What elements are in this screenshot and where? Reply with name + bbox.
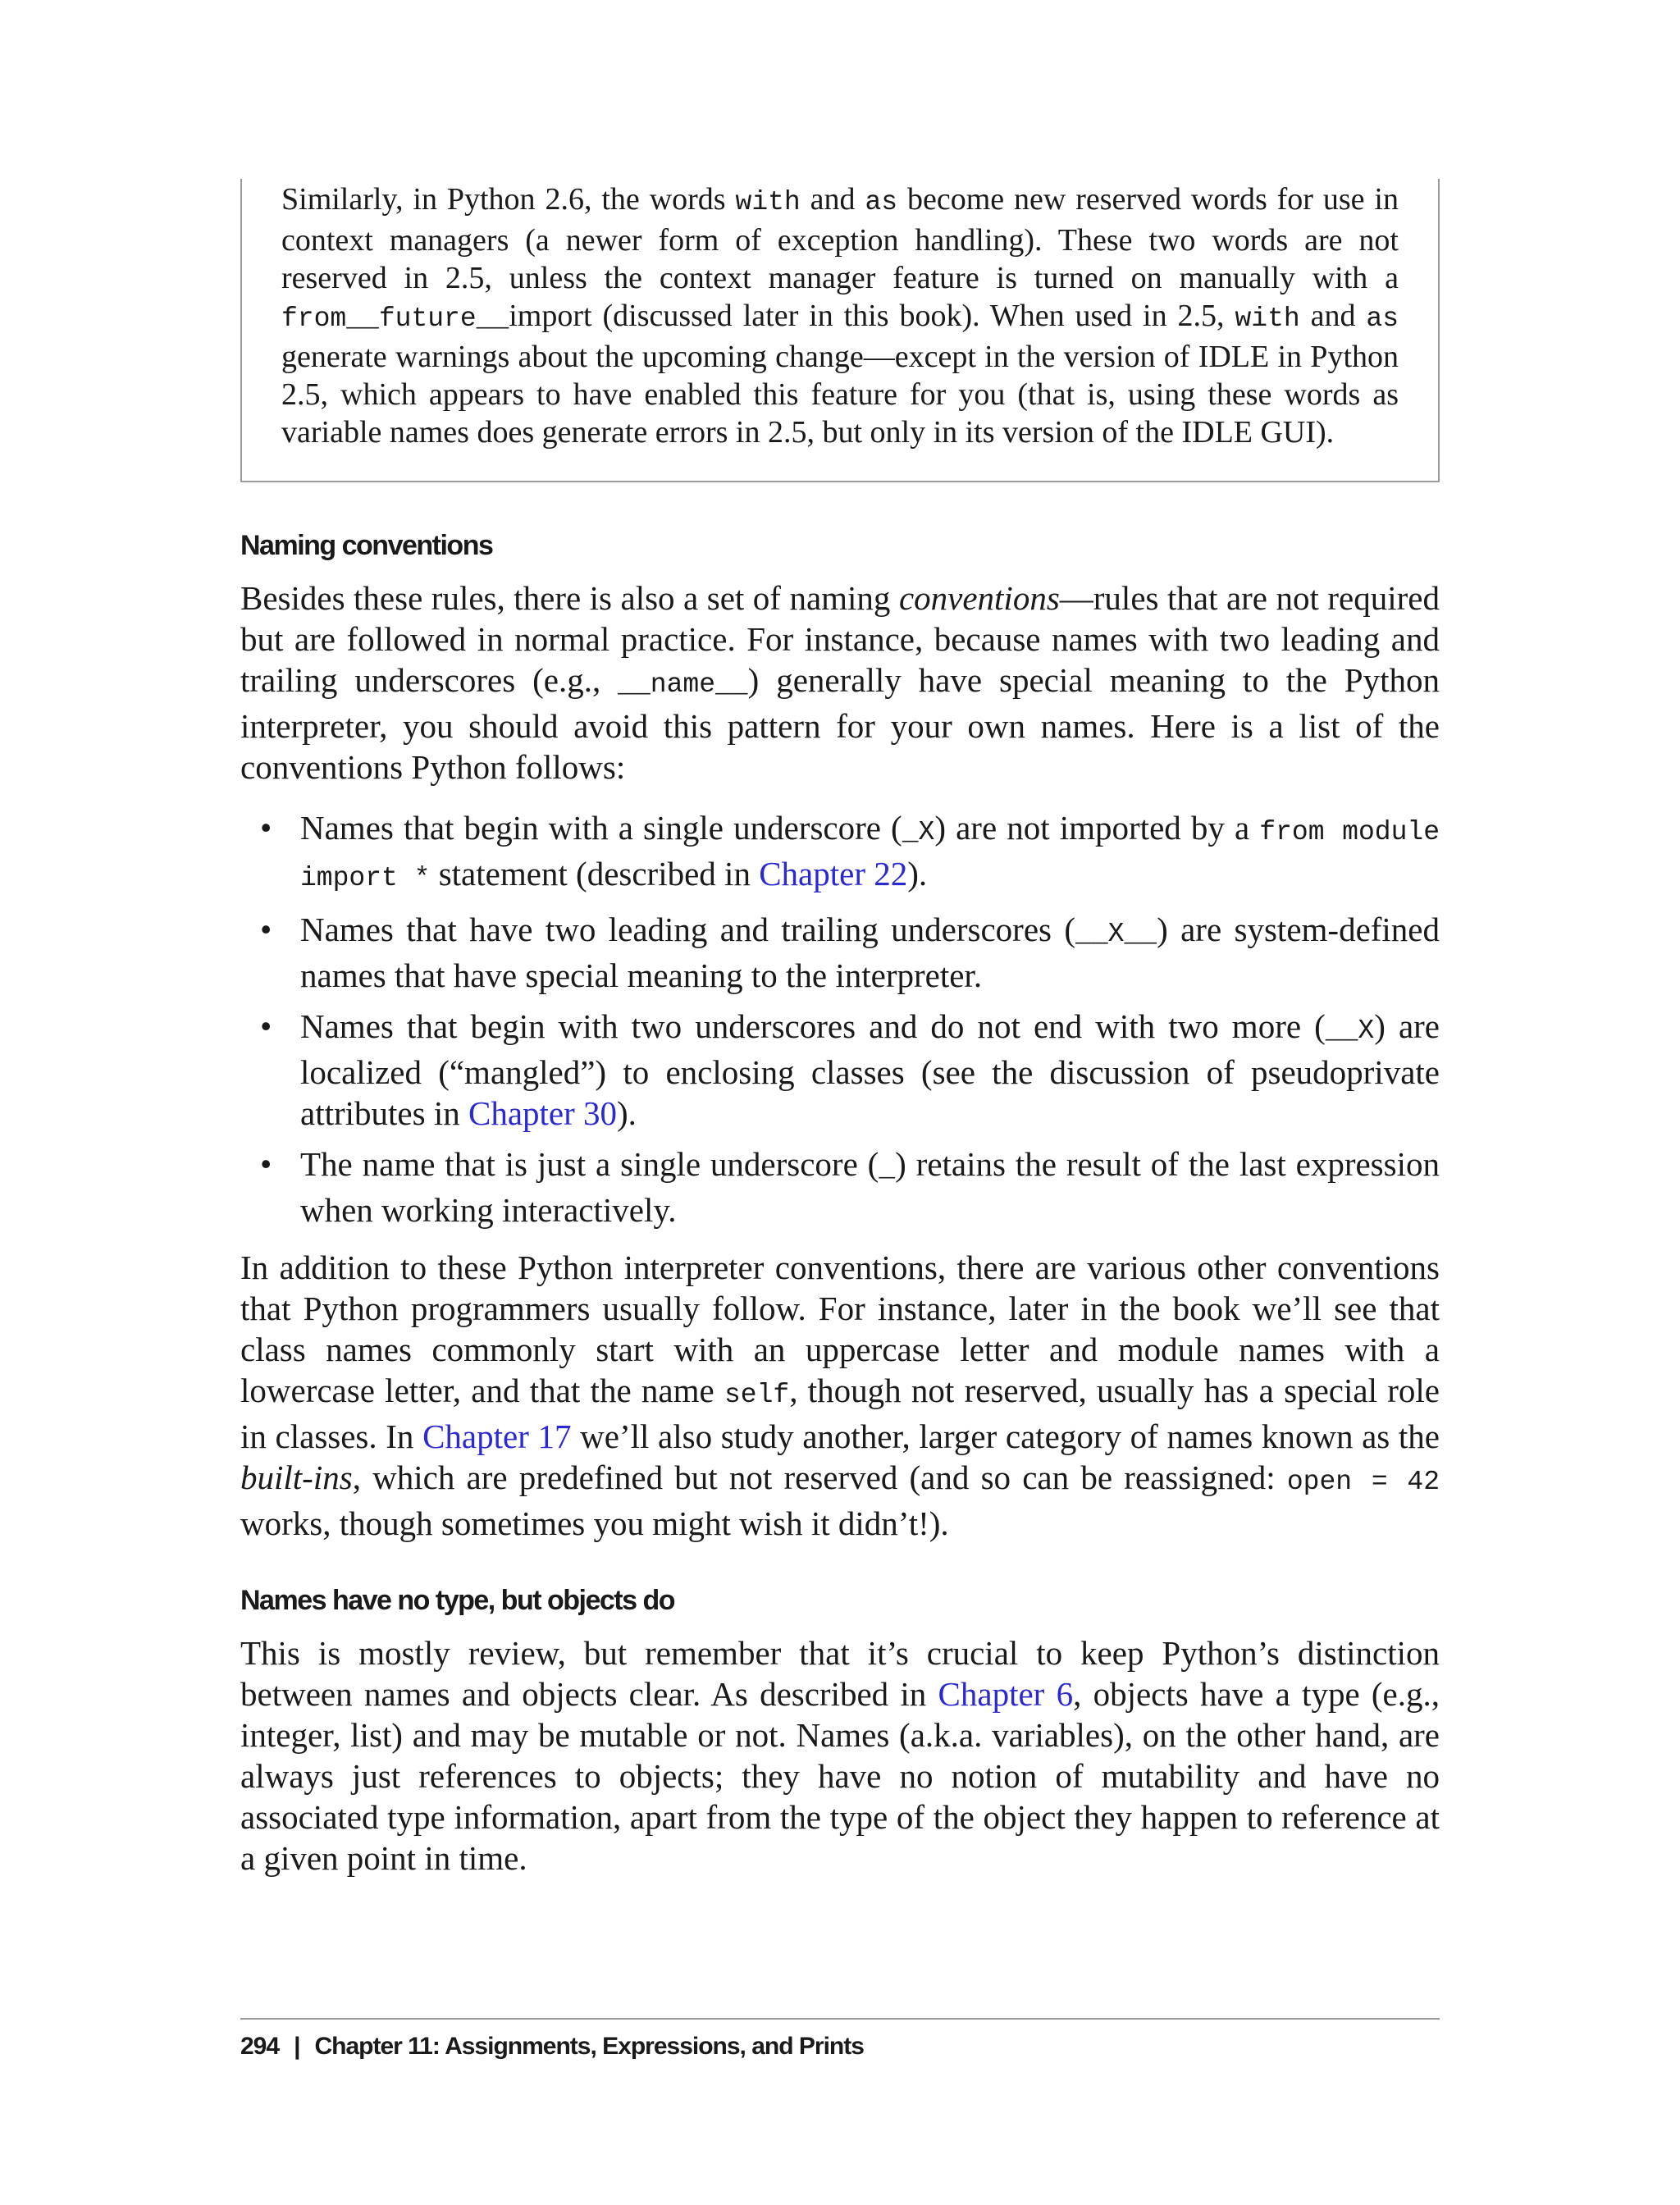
sidebar-paragraph: Similarly, in Python 2.6, the words with and as become new reserved words for use in context managers (a newer form of exception handling). These two words are not reserved in 2.5, unless the context manager feature is turned on manually with a from__future__import (discussed later in this book). When used in 2.5, with and as generate warnings about the upcoming change—except in the version of IDLE in Python 2.5, which appears to have enabled this feature for you (that is, using these words as variable names does generate errors in 2.5, but only in its version of the IDLE GUI).	[281, 182, 1399, 450]
conventions-list	[240, 807, 1440, 1230]
chapter-22-link[interactable]: Chapter 22	[759, 855, 908, 892]
chapter-6-link[interactable]: Chapter 6	[938, 1675, 1074, 1713]
inline-code: self	[724, 1380, 790, 1410]
bullet-icon: •	[260, 911, 272, 948]
emphasis: built-ins	[240, 1459, 353, 1496]
bullet-icon: •	[260, 1007, 272, 1045]
inline-code: with	[1235, 304, 1300, 334]
paragraph-naming-intro: Besides these rules, there is also a set of naming conventions—rules that are not required but are followed in normal practice. For instance, because names with two leading and trailing underscores (e.g., __name__) generally have special meaning to the Python interpreter, you should avoid this pattern for your own names. Here is a list of the conventions Python follows:	[240, 579, 1440, 786]
inline-code: with	[735, 187, 801, 217]
inline-code: from__future__	[281, 304, 509, 334]
inline-code: _X	[902, 817, 935, 847]
inline-code: as	[865, 187, 898, 217]
inline-code: open = 42	[1286, 1467, 1440, 1497]
chapter-30-link[interactable]: Chapter 30	[468, 1094, 618, 1132]
footer-divider	[240, 2018, 1440, 2020]
list-item: • The name that is just a single underscore (_) retains the result of the last expression when working interactively.	[260, 1145, 1440, 1229]
inline-code: as	[1366, 304, 1399, 334]
bullet-icon: •	[260, 1145, 272, 1183]
inline-code: __X	[1325, 1016, 1375, 1046]
list-item: • Names that begin with two underscores and do not end with two more (__X) are localized (“mangled”) to enclosing classes (see the discussion of pseudoprivate attributes in Chapter 30).	[260, 1007, 1440, 1132]
bullet-icon: •	[260, 809, 272, 847]
inline-code: _	[879, 1153, 896, 1184]
emphasis: conventions	[898, 579, 1060, 617]
footer-chapter-title: Chapter 11: Assignments, Expressions, and Prints	[314, 2033, 864, 2060]
paragraph-other-conventions: In addition to these Python interpreter conventions, there are various other conventions that Python programmers usually follow. For instance, later in the book we’ll see that class names commonly start with an uppercase letter and module names with a lowercase letter, and that the name self, though not reserved, usually has a special role in classes. In Chapter 17 we’ll also study another, larger category of names known as the built-ins, which are predefined but not reserved (and so can be reassigned: open = 42 works, though sometimes you might wish it didn’t!).	[240, 1249, 1440, 1542]
sidebar-note-box	[240, 179, 1440, 482]
list-item: • Names that begin with a single underscore (_X) are not imported by a from module import * statement (described in Chapter 22).	[260, 809, 1440, 893]
page-number: 294	[240, 2033, 280, 2060]
paragraph-names-objects: This is mostly review, but remember that it’s crucial to keep Python’s distinction between names and objects clear. As described in Chapter 6, objects have a type (e.g., integer, list) and may be mutable or not. Names (a.k.a. variables), on the other hand, are always just references to objects; they have no notion of mutability and have no associated type information, apart from the type of the object they happen to reference at a given point in time.	[240, 1634, 1440, 1877]
section-heading-names-no-type: Names have no type, but objects do	[240, 1585, 675, 1616]
section-heading-naming-conventions: Naming conventions	[240, 530, 493, 561]
chapter-17-link[interactable]: Chapter 17	[422, 1418, 572, 1455]
page-footer	[240, 2033, 864, 2061]
inline-code: from module import *	[300, 817, 1440, 893]
footer-separator: |	[294, 2033, 300, 2060]
list-item: • Names that have two leading and trailing underscores (__X__) are system-defined names that have special meaning to the interpreter.	[260, 911, 1440, 994]
inline-code: __X__	[1075, 919, 1157, 949]
main-content	[240, 525, 1440, 1879]
inline-code: __name__	[618, 669, 748, 700]
